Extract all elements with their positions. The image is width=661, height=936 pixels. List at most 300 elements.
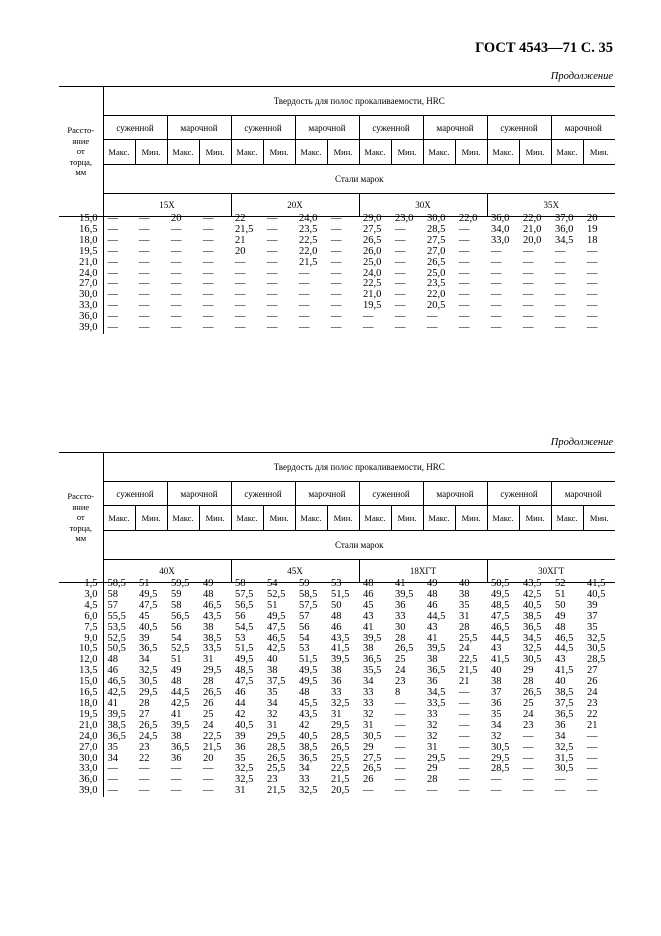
hardness-cell: — xyxy=(139,311,150,323)
hardness-cell: — xyxy=(459,322,470,334)
hardness-cell: — xyxy=(587,278,598,290)
hardness-cell: 53,5 xyxy=(107,621,126,633)
position-cell: 15,0 xyxy=(59,677,103,688)
hardness-cell: 43 xyxy=(427,621,438,633)
hardness-cell: 37,5 xyxy=(267,676,286,688)
hardness-cell: 58,5 xyxy=(107,578,126,589)
hardness-cell: — xyxy=(459,267,470,279)
hardness-cell: — xyxy=(299,267,310,279)
hardness-cell: — xyxy=(395,300,406,312)
hardness-cell: 32,5 xyxy=(523,643,542,655)
hardness-cell: — xyxy=(107,774,118,786)
hardness-cell: 59 xyxy=(171,588,182,600)
hardness-cell: 26 xyxy=(363,774,374,786)
hardness-cell: — xyxy=(491,278,502,290)
hardness-cell: 32,5 xyxy=(235,763,254,775)
hardness-cell: — xyxy=(459,719,470,731)
hardness-cell: 38 xyxy=(459,588,470,600)
hardness-cell: 28 xyxy=(427,774,438,786)
hardness-cell: 51,5 xyxy=(299,654,318,666)
hardness-cell: — xyxy=(203,311,214,323)
hardness-cell: — xyxy=(587,785,598,797)
hardness-cell: — xyxy=(107,763,118,775)
position-cell: 27,0 xyxy=(59,279,103,290)
hardness-cell: — xyxy=(171,763,182,775)
hardness-cell: — xyxy=(587,245,598,257)
max-label: Макс. xyxy=(231,140,263,165)
hardness-cell: — xyxy=(203,774,214,786)
position-cell: 16,5 xyxy=(59,225,103,236)
hardness-cell: — xyxy=(395,278,406,290)
hardness-cell: 33 xyxy=(363,687,374,699)
hardness-cell: — xyxy=(427,785,438,797)
hardness-cell: 32,5 xyxy=(139,665,158,677)
hardness-cell: — xyxy=(139,774,150,786)
min-label: Мин. xyxy=(583,140,615,165)
hardness-cell: 32 xyxy=(491,730,502,742)
hardness-cell: 36,0 xyxy=(555,223,574,235)
hardness-cell: — xyxy=(459,245,470,257)
hardness-cell: — xyxy=(395,763,406,775)
hardness-cell: 20,5 xyxy=(331,785,350,797)
hardness-cell: 33 xyxy=(395,610,406,622)
hardness-cell: 36,5 xyxy=(427,665,446,677)
hardness-cell: — xyxy=(331,245,342,257)
hardness-cell: 53 xyxy=(299,643,310,655)
hardness-cell: 51 xyxy=(267,599,278,611)
hardness-cell: 40,5 xyxy=(235,719,254,731)
hardness-cell: — xyxy=(331,311,342,323)
hardness-cell: — xyxy=(331,278,342,290)
hardness-cell: — xyxy=(299,289,310,301)
hardness-cell: — xyxy=(555,785,566,797)
hardness-cell: 27 xyxy=(139,708,150,720)
hardness-cell: — xyxy=(459,311,470,323)
hardness-cell: 39,5 xyxy=(331,654,350,666)
hardness-cell: — xyxy=(267,213,278,224)
hardness-cell: 22,0 xyxy=(523,213,542,224)
hardness-cell: 25 xyxy=(203,708,214,720)
hardness-cell: 54,5 xyxy=(235,621,254,633)
hardness-cell: 36 xyxy=(427,676,438,688)
position-cell: 15,0 xyxy=(59,214,103,225)
hardness-cell: 49 xyxy=(203,578,214,589)
min-label: Мин. xyxy=(199,140,231,165)
hardness-cell: — xyxy=(523,289,534,301)
hardness-cell: 48 xyxy=(363,578,374,589)
hardness-cell: 58,5 xyxy=(299,588,318,600)
hardness-cell: — xyxy=(267,300,278,312)
hardness-cell: 24 xyxy=(203,719,214,731)
hardness-cell: — xyxy=(107,322,118,334)
hardness-cell: — xyxy=(555,289,566,301)
hardness-cell: 51 xyxy=(171,654,182,666)
hardness-cell: 35,5 xyxy=(363,665,382,677)
hardness-cell: 46,5 xyxy=(555,632,574,644)
hardness-cell: 23 xyxy=(267,774,278,786)
hardness-cell: 38,5 xyxy=(523,610,542,622)
hardness-cell: — xyxy=(139,785,150,797)
hardness-cell: 35 xyxy=(459,599,470,611)
hardness-cell: 38,5 xyxy=(203,632,222,644)
steels-header: Стали марок xyxy=(103,531,615,560)
hardness-cell: 42,5 xyxy=(267,643,286,655)
hardness-cell: 41,5 xyxy=(491,654,510,666)
steel-grade: 45Х xyxy=(231,560,359,583)
hardness-cell: — xyxy=(267,311,278,323)
hardness-cell: 36,5 xyxy=(299,752,318,764)
hardness-cell: 21 xyxy=(587,719,598,731)
hardness-cell: — xyxy=(299,311,310,323)
hardness-cell: 44,5 xyxy=(171,687,190,699)
hardness-cell: — xyxy=(171,322,182,334)
hardness-cell: 39,5 xyxy=(363,632,382,644)
hardness-cell: 39,5 xyxy=(107,708,126,720)
hardness-cell: 21,5 xyxy=(267,785,286,797)
max-label: Макс. xyxy=(167,506,199,531)
hardness-cell: 21 xyxy=(235,234,246,246)
hardness-cell: 23,5 xyxy=(299,223,318,235)
hardness-cell: 26,5 xyxy=(139,719,158,731)
group-grade: марочной xyxy=(295,116,359,140)
hardness-cell: 49 xyxy=(555,610,566,622)
hardness-cell: — xyxy=(267,245,278,257)
hardness-cell: — xyxy=(203,300,214,312)
steel-grade: 40Х xyxy=(103,560,231,583)
hardness-cell: 51,5 xyxy=(235,643,254,655)
hardness-cell: 48 xyxy=(555,621,566,633)
hardness-cell: 32,5 xyxy=(235,774,254,786)
hardness-cell: — xyxy=(459,752,470,764)
hardness-cell: — xyxy=(555,256,566,268)
min-label: Мин. xyxy=(519,506,551,531)
min-label: Мин. xyxy=(263,140,295,165)
hardness-cell: — xyxy=(459,763,470,775)
hardness-cell: — xyxy=(203,289,214,301)
table-row xyxy=(59,786,615,797)
hardness-cell: 34 xyxy=(299,763,310,775)
hardness-cell: — xyxy=(523,267,534,279)
group-narrow: суженной xyxy=(487,482,551,506)
position-column-header: Рассто- яние от торца, мм xyxy=(59,453,103,583)
hardness-cell: 49 xyxy=(171,665,182,677)
hardness-cell: 36 xyxy=(491,697,502,709)
hardness-cell: — xyxy=(395,752,406,764)
group-narrow: суженной xyxy=(231,116,295,140)
hardness-cell: 41 xyxy=(171,708,182,720)
hardness-cell: 40,5 xyxy=(139,621,158,633)
hardness-cell: — xyxy=(299,278,310,290)
hardness-cell: 22,0 xyxy=(459,213,478,224)
hardness-cell: 52,5 xyxy=(267,588,286,600)
table-2-header xyxy=(59,452,615,583)
hardness-cell: 25,5 xyxy=(459,632,478,644)
hardness-cell: 43,5 xyxy=(299,708,318,720)
hardness-cell: — xyxy=(523,752,534,764)
hardness-cell: 29,5 xyxy=(331,719,350,731)
hardness-cell: — xyxy=(587,774,598,786)
hardness-cell: — xyxy=(267,223,278,235)
hardness-cell: 46,5 xyxy=(107,676,126,688)
hardness-cell: — xyxy=(523,300,534,312)
hardness-cell: 20 xyxy=(203,752,214,764)
hardness-cell: 57,5 xyxy=(299,599,318,611)
min-label: Мин. xyxy=(583,506,615,531)
hardness-cell: 42,5 xyxy=(171,697,190,709)
hardness-cell: 49,5 xyxy=(299,665,318,677)
hardness-cell: — xyxy=(523,322,534,334)
max-label: Макс. xyxy=(295,140,327,165)
hardness-cell: 31 xyxy=(267,719,278,731)
group-narrow: суженной xyxy=(487,116,551,140)
hardness-cell: 38 xyxy=(171,730,182,742)
hardness-cell: — xyxy=(171,223,182,235)
hardness-cell: 40,5 xyxy=(299,730,318,742)
hardness-cell: 28 xyxy=(395,632,406,644)
hardness-cell: 35 xyxy=(107,741,118,753)
hardness-cell: 36,5 xyxy=(363,654,382,666)
hardness-cell: — xyxy=(459,687,470,699)
hardness-cell: — xyxy=(203,256,214,268)
hardness-cell: 42,5 xyxy=(107,687,126,699)
hardness-cell: 36,5 xyxy=(107,730,126,742)
hardness-cell: 29,5 xyxy=(267,730,286,742)
hardness-cell: 52,5 xyxy=(171,643,190,655)
hardness-cell: 48 xyxy=(203,588,214,600)
hardness-cell: 22,5 xyxy=(459,654,478,666)
hardness-cell: 31 xyxy=(203,654,214,666)
hardness-cell: 36,5 xyxy=(523,621,542,633)
hardness-cell: 58 xyxy=(107,588,118,600)
hardness-cell: 27,5 xyxy=(363,223,382,235)
hardness-cell: 44,5 xyxy=(491,632,510,644)
hardness-cell: — xyxy=(363,785,374,797)
hardness-cell: — xyxy=(395,256,406,268)
hardness-cell: 30,5 xyxy=(587,643,606,655)
hardness-cell: 28,5 xyxy=(491,763,510,775)
hardness-cell: 44,5 xyxy=(427,610,446,622)
hardness-cell: — xyxy=(203,785,214,797)
hardness-cell: 41 xyxy=(363,621,374,633)
hardness-cell: 33 xyxy=(427,708,438,720)
hardness-cell: 57 xyxy=(107,599,118,611)
hardness-cell: — xyxy=(171,278,182,290)
hardness-cell: — xyxy=(523,741,534,753)
hardness-cell: — xyxy=(555,245,566,257)
hardness-cell: 23 xyxy=(395,676,406,688)
hardness-cell: 49,5 xyxy=(235,654,254,666)
hardness-cell: 28,5 xyxy=(587,654,606,666)
hardness-cell: 33,0 xyxy=(491,234,510,246)
hardness-cell: 24,0 xyxy=(363,267,382,279)
hardness-cell: 56 xyxy=(235,610,246,622)
hardness-cell: — xyxy=(139,763,150,775)
hardness-cell: — xyxy=(331,213,342,224)
hardness-cell: 32 xyxy=(427,730,438,742)
hardness-cell: 40 xyxy=(267,654,278,666)
hardness-cell: 38 xyxy=(331,665,342,677)
position-cell: 12,0 xyxy=(59,655,103,666)
hardness-cell: 31 xyxy=(427,741,438,753)
hardness-cell: — xyxy=(491,245,502,257)
hardness-cell: 46 xyxy=(235,687,246,699)
hardness-cell: — xyxy=(267,278,278,290)
hardness-cell: 50,5 xyxy=(491,578,510,589)
hardness-cell: 52 xyxy=(555,578,566,589)
hardness-cell: 40 xyxy=(555,676,566,688)
hardness-cell: — xyxy=(235,311,246,323)
hardness-cell: 49,5 xyxy=(491,588,510,600)
hardness-cell: 46 xyxy=(363,588,374,600)
hardness-cell: 30,5 xyxy=(491,741,510,753)
hardness-cell: 33,5 xyxy=(427,697,446,709)
hardness-cell: — xyxy=(395,774,406,786)
hardness-cell: 50,5 xyxy=(107,643,126,655)
hardness-cell: — xyxy=(235,267,246,279)
hardness-cell: 38,5 xyxy=(555,687,574,699)
hardness-cell: 20 xyxy=(235,245,246,257)
hardness-cell: 25 xyxy=(523,697,534,709)
hardness-cell: 34 xyxy=(555,730,566,742)
hardness-cell: — xyxy=(587,300,598,312)
hardness-cell: 39,5 xyxy=(171,719,190,731)
hardness-cell: — xyxy=(427,311,438,323)
hardness-cell: 29,5 xyxy=(491,752,510,764)
hardness-cell: 46 xyxy=(427,599,438,611)
hardness-cell: — xyxy=(491,267,502,279)
hardness-cell: — xyxy=(171,245,182,257)
hardness-cell: — xyxy=(587,763,598,775)
hardness-cell: 45 xyxy=(139,610,150,622)
hardness-cell: 41,5 xyxy=(587,578,606,589)
hardness-cell: 24 xyxy=(395,665,406,677)
hardness-cell: — xyxy=(395,741,406,753)
hardness-cell: 32,5 xyxy=(299,785,318,797)
hardness-cell: — xyxy=(139,267,150,279)
hardness-cell: — xyxy=(331,256,342,268)
hardness-cell: — xyxy=(395,730,406,742)
group-grade: марочной xyxy=(295,482,359,506)
hardness-cell: 34 xyxy=(267,697,278,709)
position-cell: 19,5 xyxy=(59,710,103,721)
hardness-cell: 29,5 xyxy=(203,665,222,677)
position-cell: 36,0 xyxy=(59,312,103,323)
max-label: Макс. xyxy=(103,140,135,165)
hardness-cell: 28,5 xyxy=(331,730,350,742)
hardness-cell: 20,0 xyxy=(523,234,542,246)
hardness-cell: — xyxy=(555,311,566,323)
hardness-header: Твердость для полос прокаливаемости, HRC xyxy=(103,87,615,116)
max-label: Макс. xyxy=(487,506,519,531)
hardness-cell: 21,5 xyxy=(459,665,478,677)
hardness-cell: 30,5 xyxy=(523,654,542,666)
hardness-cell: 22,5 xyxy=(331,763,350,775)
position-cell: 13,5 xyxy=(59,666,103,677)
hardness-cell: 42 xyxy=(235,708,246,720)
steel-grade: 35Х xyxy=(487,194,615,217)
hardness-cell: 21,0 xyxy=(363,289,382,301)
hardness-cell: — xyxy=(139,245,150,257)
hardness-cell: 26,5 xyxy=(395,643,414,655)
hardness-cell: — xyxy=(235,322,246,334)
hardness-cell: 40 xyxy=(491,665,502,677)
position-cell: 19,5 xyxy=(59,247,103,258)
hardness-cell: 48,5 xyxy=(491,599,510,611)
hardness-cell: 21,5 xyxy=(235,223,254,235)
hardness-cell: 51 xyxy=(139,578,150,589)
position-cell: 36,0 xyxy=(59,775,103,786)
hardness-cell: 50 xyxy=(331,599,342,611)
hardness-cell: — xyxy=(171,785,182,797)
hardness-cell: 38,5 xyxy=(107,719,126,731)
hardness-cell: — xyxy=(139,256,150,268)
hardness-cell: — xyxy=(395,245,406,257)
hardness-cell: 39 xyxy=(235,730,246,742)
hardness-cell: — xyxy=(235,256,246,268)
max-label: Макс. xyxy=(231,506,263,531)
hardness-cell: — xyxy=(587,730,598,742)
hardness-cell: — xyxy=(395,785,406,797)
hardness-cell: 41 xyxy=(107,697,118,709)
hardness-cell: 56 xyxy=(171,621,182,633)
group-grade: марочной xyxy=(551,116,615,140)
max-label: Макс. xyxy=(167,140,199,165)
hardness-cell: — xyxy=(459,278,470,290)
hardness-cell: 34 xyxy=(107,752,118,764)
hardness-cell: 37,0 xyxy=(555,213,574,224)
table-row xyxy=(59,623,615,634)
hardness-cell: — xyxy=(491,256,502,268)
hardness-cell: 19,5 xyxy=(363,300,382,312)
hardness-cell: 50 xyxy=(555,599,566,611)
position-cell: 4,5 xyxy=(59,601,103,612)
hardness-cell: 31,5 xyxy=(555,752,574,764)
hardness-cell: — xyxy=(459,697,470,709)
hardness-cell: 49,5 xyxy=(299,676,318,688)
max-label: Макс. xyxy=(551,506,583,531)
hardness-cell: 48 xyxy=(107,654,118,666)
hardness-cell: 19 xyxy=(587,223,598,235)
max-label: Макс. xyxy=(423,506,455,531)
hardness-cell: 40 xyxy=(459,578,470,589)
hardness-cell: 28 xyxy=(459,621,470,633)
hardness-cell: — xyxy=(267,289,278,301)
hardness-cell: 29 xyxy=(363,741,374,753)
position-cell: 24,0 xyxy=(59,732,103,743)
hardness-cell: 36,5 xyxy=(555,708,574,720)
hardness-cell: 38 xyxy=(203,621,214,633)
position-cell: 18,0 xyxy=(59,236,103,247)
hardness-cell: 51 xyxy=(555,588,566,600)
min-label: Мин. xyxy=(135,140,167,165)
min-label: Мин. xyxy=(199,506,231,531)
hardness-cell: 51,5 xyxy=(331,588,350,600)
hardness-cell: 24 xyxy=(523,708,534,720)
hardness-cell: — xyxy=(139,278,150,290)
hardness-cell: 39,5 xyxy=(395,588,414,600)
hardness-cell: 47,5 xyxy=(235,676,254,688)
hardness-cell: 25,0 xyxy=(363,256,382,268)
hardness-cell: 22,0 xyxy=(299,245,318,257)
hardness-cell: 31 xyxy=(331,708,342,720)
hardness-cell: — xyxy=(203,223,214,235)
hardness-cell: 26,5 xyxy=(203,687,222,699)
hardness-cell: 20 xyxy=(171,213,182,224)
hardness-cell: — xyxy=(459,730,470,742)
hardness-cell: 49 xyxy=(427,578,438,589)
hardness-cell: — xyxy=(235,278,246,290)
hardness-cell: 25,0 xyxy=(427,267,446,279)
